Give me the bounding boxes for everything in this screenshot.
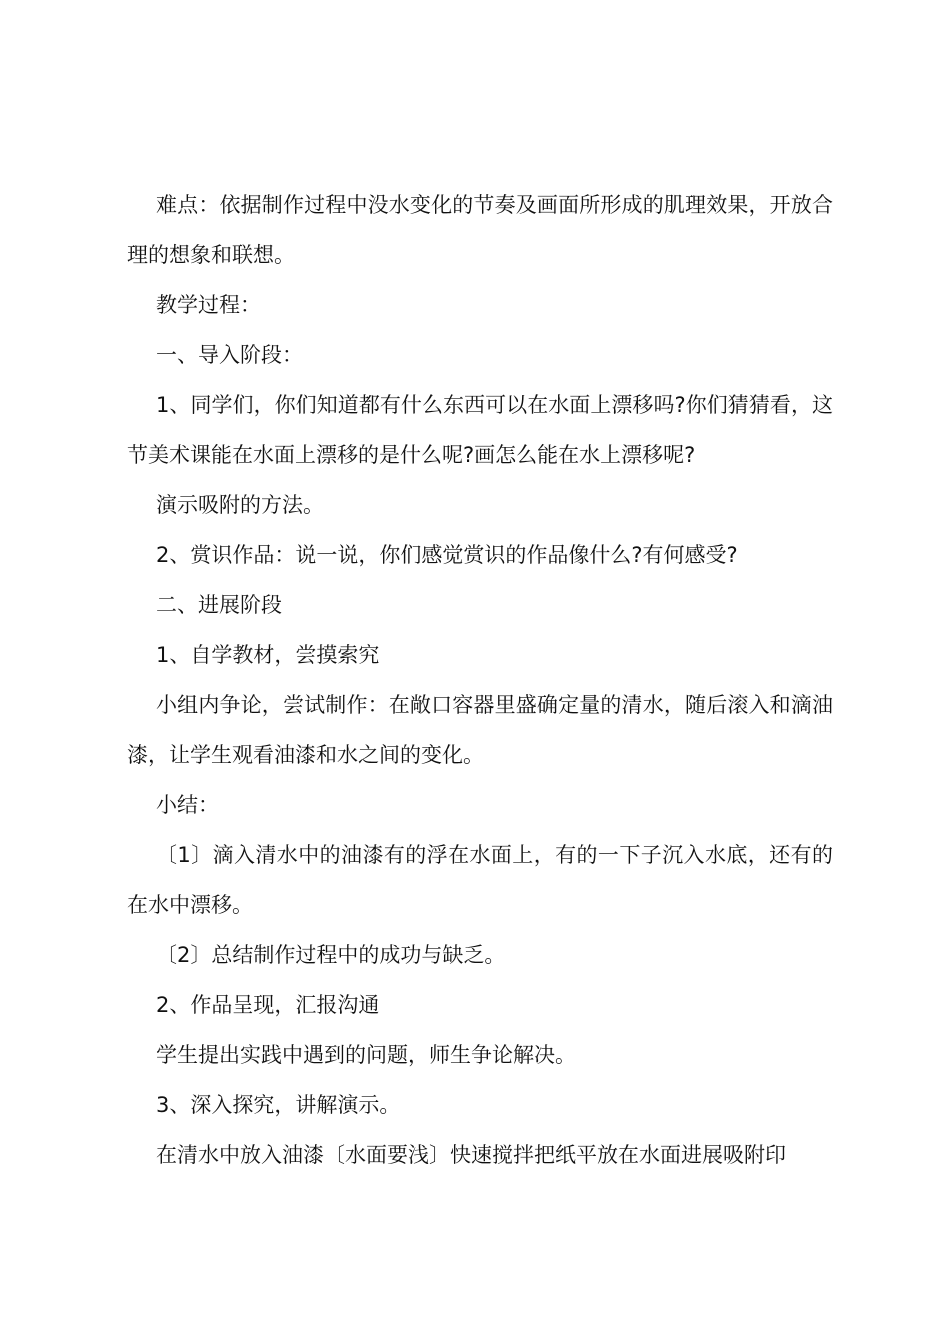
paragraph-procedure: 在清水中放入油漆〔水面要浅〕快速搅拌把纸平放在水面进展吸附印 [156, 1143, 786, 1167]
paragraph-deep-explore: 3、深入探究，讲解演示。 [156, 1093, 401, 1117]
paragraph-appreciate-works: 2、赏识作品：说一说，你们感觉赏识的作品像什么?有何感受? [156, 543, 738, 567]
heading-progress-stage: 二、进展阶段 [156, 593, 282, 617]
paragraph-teaching-process: 教学过程： [156, 293, 261, 317]
paragraph-summary-1: 〔1〕滴入清水中的油漆有的浮在水面上，有的一下子沉入水底，还有的在水中漂移。 [127, 843, 833, 917]
document-page [127, 180, 833, 1180]
paragraph-difficulty: 难点：依据制作过程中没水变化的节奏及画面所形成的肌理效果，开放合理的想象和联想。 [127, 193, 833, 267]
paragraph-work-presentation: 2、作品呈现，汇报沟通 [156, 993, 380, 1017]
paragraph-intro-question: 1、同学们，你们知道都有什么东西可以在水面上漂移吗?你们猜猜看，这节美术课能在水面上漂移的是什么呢?画怎么能在水上漂移呢? [127, 393, 833, 467]
paragraph-group-discussion: 小组内争论，尝试制作：在敞口容器里盛确定量的清水，随后滚入和滴油漆，让学生观看油漆和水之间的变化。 [127, 693, 833, 767]
paragraph-summary-label: 小结： [156, 793, 219, 817]
paragraph-self-study: 1、自学教材，尝摸索究 [156, 643, 380, 667]
heading-intro-stage: 一、导入阶段： [156, 343, 303, 367]
paragraph-summary-2: 〔2〕总结制作过程中的成功与缺乏。 [156, 943, 506, 967]
paragraph-demo-method: 演示吸附的方法。 [156, 493, 324, 517]
paragraph-student-questions: 学生提出实践中遇到的问题，师生争论解决。 [156, 1043, 576, 1067]
